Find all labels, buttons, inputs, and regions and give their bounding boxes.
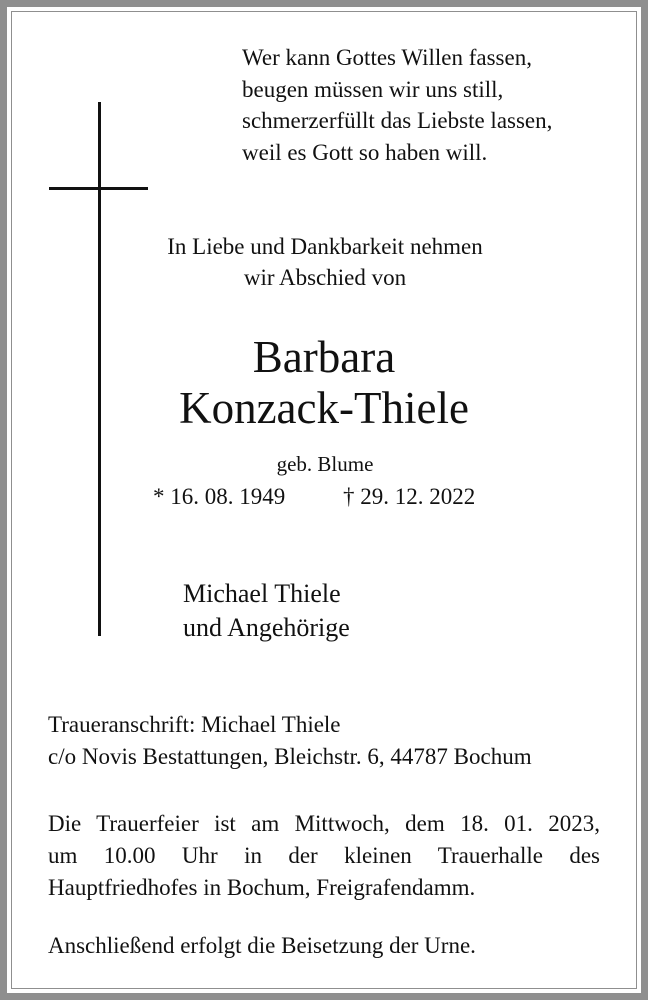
mourner-line: und Angehörige [183,613,350,642]
verse-line: weil es Gott so haben will. [242,139,488,165]
mourning-address [48,709,600,773]
ceremony-info [48,808,600,904]
verse-line: Wer kann Gottes Willen fassen, [242,45,532,70]
life-dates [153,483,513,511]
deceased-name [104,332,544,434]
address-line: c/o Novis Bestattungen, Bleichstr. 6, 44787 Bochum [48,744,532,769]
ceremony-line: um 10.00 Uhr in der kleinen Trauerhalle des [48,843,600,868]
death-date: † 29. 12. 2022 [343,484,476,509]
ceremony-line: Hauptfriedhofes in Bochum, Freigrafendamm. [48,875,476,900]
mourner-line: Michael Thiele [183,579,341,608]
address-line: Traueranschrift: Michael Thiele [48,712,341,737]
ceremony-line: Die Trauerfeier ist am Mittwoch, dem 18. 01. 2023, [48,811,600,836]
cross-icon-vertical [98,102,101,636]
intro-line: In Liebe und Dankbarkeit nehmen [167,234,483,259]
bible-verse [242,42,602,168]
birth-date: * 16. 08. 1949 [153,484,286,509]
mourners [183,577,483,645]
verse-line: schmerzerfüllt das Liebste lassen, [242,108,553,133]
verse-line: beugen müssen wir uns still, [242,76,504,102]
burial-note: Anschließend erfolgt die Beisetzung der Urne. [48,933,476,958]
birth-name: geb. Blume [276,452,374,476]
first-name: Barbara [252,332,396,382]
last-name: Konzack-Thiele [179,383,469,433]
cross-icon-horizontal [49,187,148,190]
farewell-intro [120,231,530,293]
intro-line: wir Abschied von [243,265,407,290]
